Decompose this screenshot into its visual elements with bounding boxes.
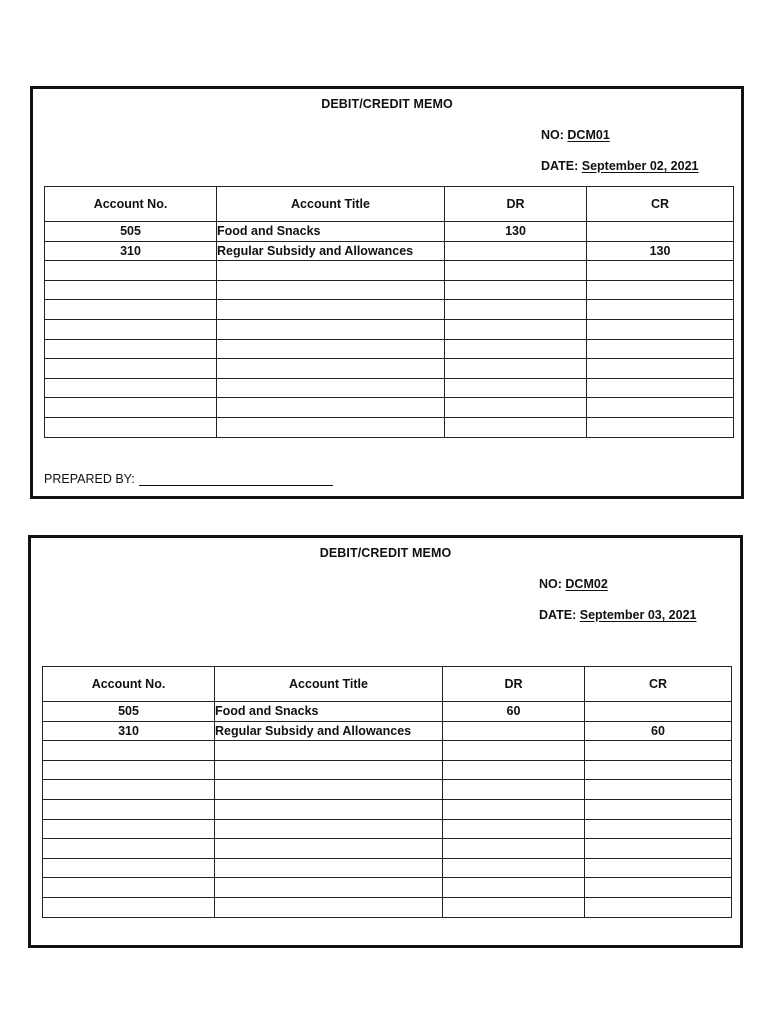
memo-title: DEBIT/CREDIT MEMO xyxy=(319,546,452,560)
cell-account-no xyxy=(45,359,217,379)
prepared-by-label: PREPARED BY: xyxy=(44,472,135,486)
table-row xyxy=(43,858,732,878)
table-row xyxy=(45,261,734,281)
cell-account-no: 505 xyxy=(45,222,217,242)
cell-account-title xyxy=(217,398,445,418)
cell-account-no xyxy=(45,339,217,359)
header-account-title: Account Title xyxy=(217,187,445,222)
cell-cr xyxy=(587,417,734,437)
ledger-table xyxy=(44,186,734,438)
cell-account-title xyxy=(215,839,443,859)
cell-cr xyxy=(587,261,734,281)
cell-dr xyxy=(443,799,585,819)
memo-number xyxy=(541,128,610,142)
debit-credit-memo-2 xyxy=(28,535,743,948)
cell-dr xyxy=(445,359,587,379)
cell-dr xyxy=(443,760,585,780)
cell-account-title xyxy=(217,339,445,359)
cell-account-title xyxy=(217,359,445,379)
cell-cr xyxy=(587,280,734,300)
cell-dr xyxy=(443,721,585,741)
cell-cr: 130 xyxy=(587,241,734,261)
cell-account-no xyxy=(43,760,215,780)
cell-account-title xyxy=(215,858,443,878)
cell-account-title xyxy=(217,280,445,300)
cell-dr xyxy=(443,878,585,898)
table-row xyxy=(45,339,734,359)
memo-number-value: DCM01 xyxy=(567,128,610,142)
memo-number-label: NO: xyxy=(539,577,562,591)
cell-account-no xyxy=(45,417,217,437)
cell-account-no: 505 xyxy=(43,702,215,722)
table-row xyxy=(43,819,732,839)
cell-dr xyxy=(443,858,585,878)
cell-account-title xyxy=(217,300,445,320)
memo-date-value: September 02, 2021 xyxy=(581,159,699,173)
cell-account-no xyxy=(45,261,217,281)
table-row xyxy=(43,702,732,722)
cell-cr xyxy=(585,760,732,780)
cell-account-no xyxy=(43,780,215,800)
header-account-no: Account No. xyxy=(45,187,217,222)
header-dr: DR xyxy=(445,187,587,222)
memo-date-label: DATE: xyxy=(539,608,577,622)
cell-dr xyxy=(443,839,585,859)
cell-cr xyxy=(585,819,732,839)
cell-account-title xyxy=(217,417,445,437)
table-header-row xyxy=(43,667,732,702)
cell-account-title: Regular Subsidy and Allowances xyxy=(217,241,445,261)
cell-cr xyxy=(587,378,734,398)
cell-cr xyxy=(585,799,732,819)
memo-number xyxy=(539,577,608,591)
cell-account-title xyxy=(217,261,445,281)
cell-account-title xyxy=(215,760,443,780)
signature-line[interactable] xyxy=(139,475,333,486)
cell-account-title: Regular Subsidy and Allowances xyxy=(215,721,443,741)
cell-dr xyxy=(445,300,587,320)
cell-account-no xyxy=(45,378,217,398)
cell-account-no: 310 xyxy=(45,241,217,261)
cell-dr xyxy=(443,819,585,839)
cell-account-no xyxy=(45,398,217,418)
cell-cr xyxy=(585,897,732,917)
cell-cr xyxy=(585,839,732,859)
cell-cr xyxy=(585,780,732,800)
table-row xyxy=(43,878,732,898)
cell-cr: 60 xyxy=(585,721,732,741)
memo-date-value: September 03, 2021 xyxy=(579,608,697,622)
table-row xyxy=(45,359,734,379)
cell-cr xyxy=(587,319,734,339)
cell-account-title xyxy=(215,741,443,761)
cell-account-no: 310 xyxy=(43,721,215,741)
cell-account-no xyxy=(43,839,215,859)
cell-account-title xyxy=(215,897,443,917)
cell-account-no xyxy=(45,319,217,339)
ledger-table xyxy=(42,666,732,918)
cell-dr xyxy=(445,280,587,300)
cell-cr xyxy=(587,339,734,359)
table-row xyxy=(45,280,734,300)
header-cr: CR xyxy=(587,187,734,222)
table-row xyxy=(43,799,732,819)
cell-dr xyxy=(445,319,587,339)
cell-account-title xyxy=(215,780,443,800)
cell-account-title: Food and Snacks xyxy=(215,702,443,722)
cell-account-title xyxy=(217,378,445,398)
cell-account-no xyxy=(43,819,215,839)
cell-cr xyxy=(585,858,732,878)
memo-date xyxy=(541,159,699,173)
cell-cr xyxy=(585,702,732,722)
cell-account-title xyxy=(215,878,443,898)
cell-dr xyxy=(445,261,587,281)
cell-account-no xyxy=(43,741,215,761)
table-header-row xyxy=(45,187,734,222)
memo-title: DEBIT/CREDIT MEMO xyxy=(321,97,453,111)
header-account-title: Account Title xyxy=(215,667,443,702)
header-cr: CR xyxy=(585,667,732,702)
cell-cr xyxy=(587,398,734,418)
memo-number-value: DCM02 xyxy=(565,577,608,591)
cell-dr xyxy=(445,241,587,261)
table-row xyxy=(43,897,732,917)
cell-dr: 60 xyxy=(443,702,585,722)
cell-dr xyxy=(445,339,587,359)
debit-credit-memo-1 xyxy=(30,86,744,499)
cell-dr xyxy=(445,417,587,437)
cell-cr xyxy=(587,300,734,320)
cell-account-title xyxy=(215,819,443,839)
cell-account-no xyxy=(43,799,215,819)
memo-date-label: DATE: xyxy=(541,159,579,173)
table-row xyxy=(45,398,734,418)
table-row xyxy=(45,222,734,242)
cell-dr xyxy=(443,741,585,761)
cell-cr xyxy=(587,222,734,242)
prepared-by xyxy=(44,472,333,486)
table-row xyxy=(45,319,734,339)
memo-date xyxy=(539,608,697,622)
header-account-no: Account No. xyxy=(43,667,215,702)
cell-account-no xyxy=(45,280,217,300)
cell-account-no xyxy=(45,300,217,320)
cell-account-no xyxy=(43,858,215,878)
cell-dr: 130 xyxy=(445,222,587,242)
table-row xyxy=(45,417,734,437)
table-row xyxy=(45,300,734,320)
table-row xyxy=(45,241,734,261)
cell-dr xyxy=(445,398,587,418)
cell-cr xyxy=(587,359,734,379)
header-dr: DR xyxy=(443,667,585,702)
table-row xyxy=(43,721,732,741)
table-row xyxy=(43,839,732,859)
cell-account-no xyxy=(43,878,215,898)
cell-cr xyxy=(585,741,732,761)
cell-account-no xyxy=(43,897,215,917)
table-row xyxy=(45,378,734,398)
table-row xyxy=(43,741,732,761)
table-row xyxy=(43,780,732,800)
memo-number-label: NO: xyxy=(541,128,564,142)
cell-dr xyxy=(443,897,585,917)
cell-cr xyxy=(585,878,732,898)
cell-dr xyxy=(445,378,587,398)
cell-account-title: Food and Snacks xyxy=(217,222,445,242)
cell-account-title xyxy=(217,319,445,339)
cell-account-title xyxy=(215,799,443,819)
cell-dr xyxy=(443,780,585,800)
table-row xyxy=(43,760,732,780)
